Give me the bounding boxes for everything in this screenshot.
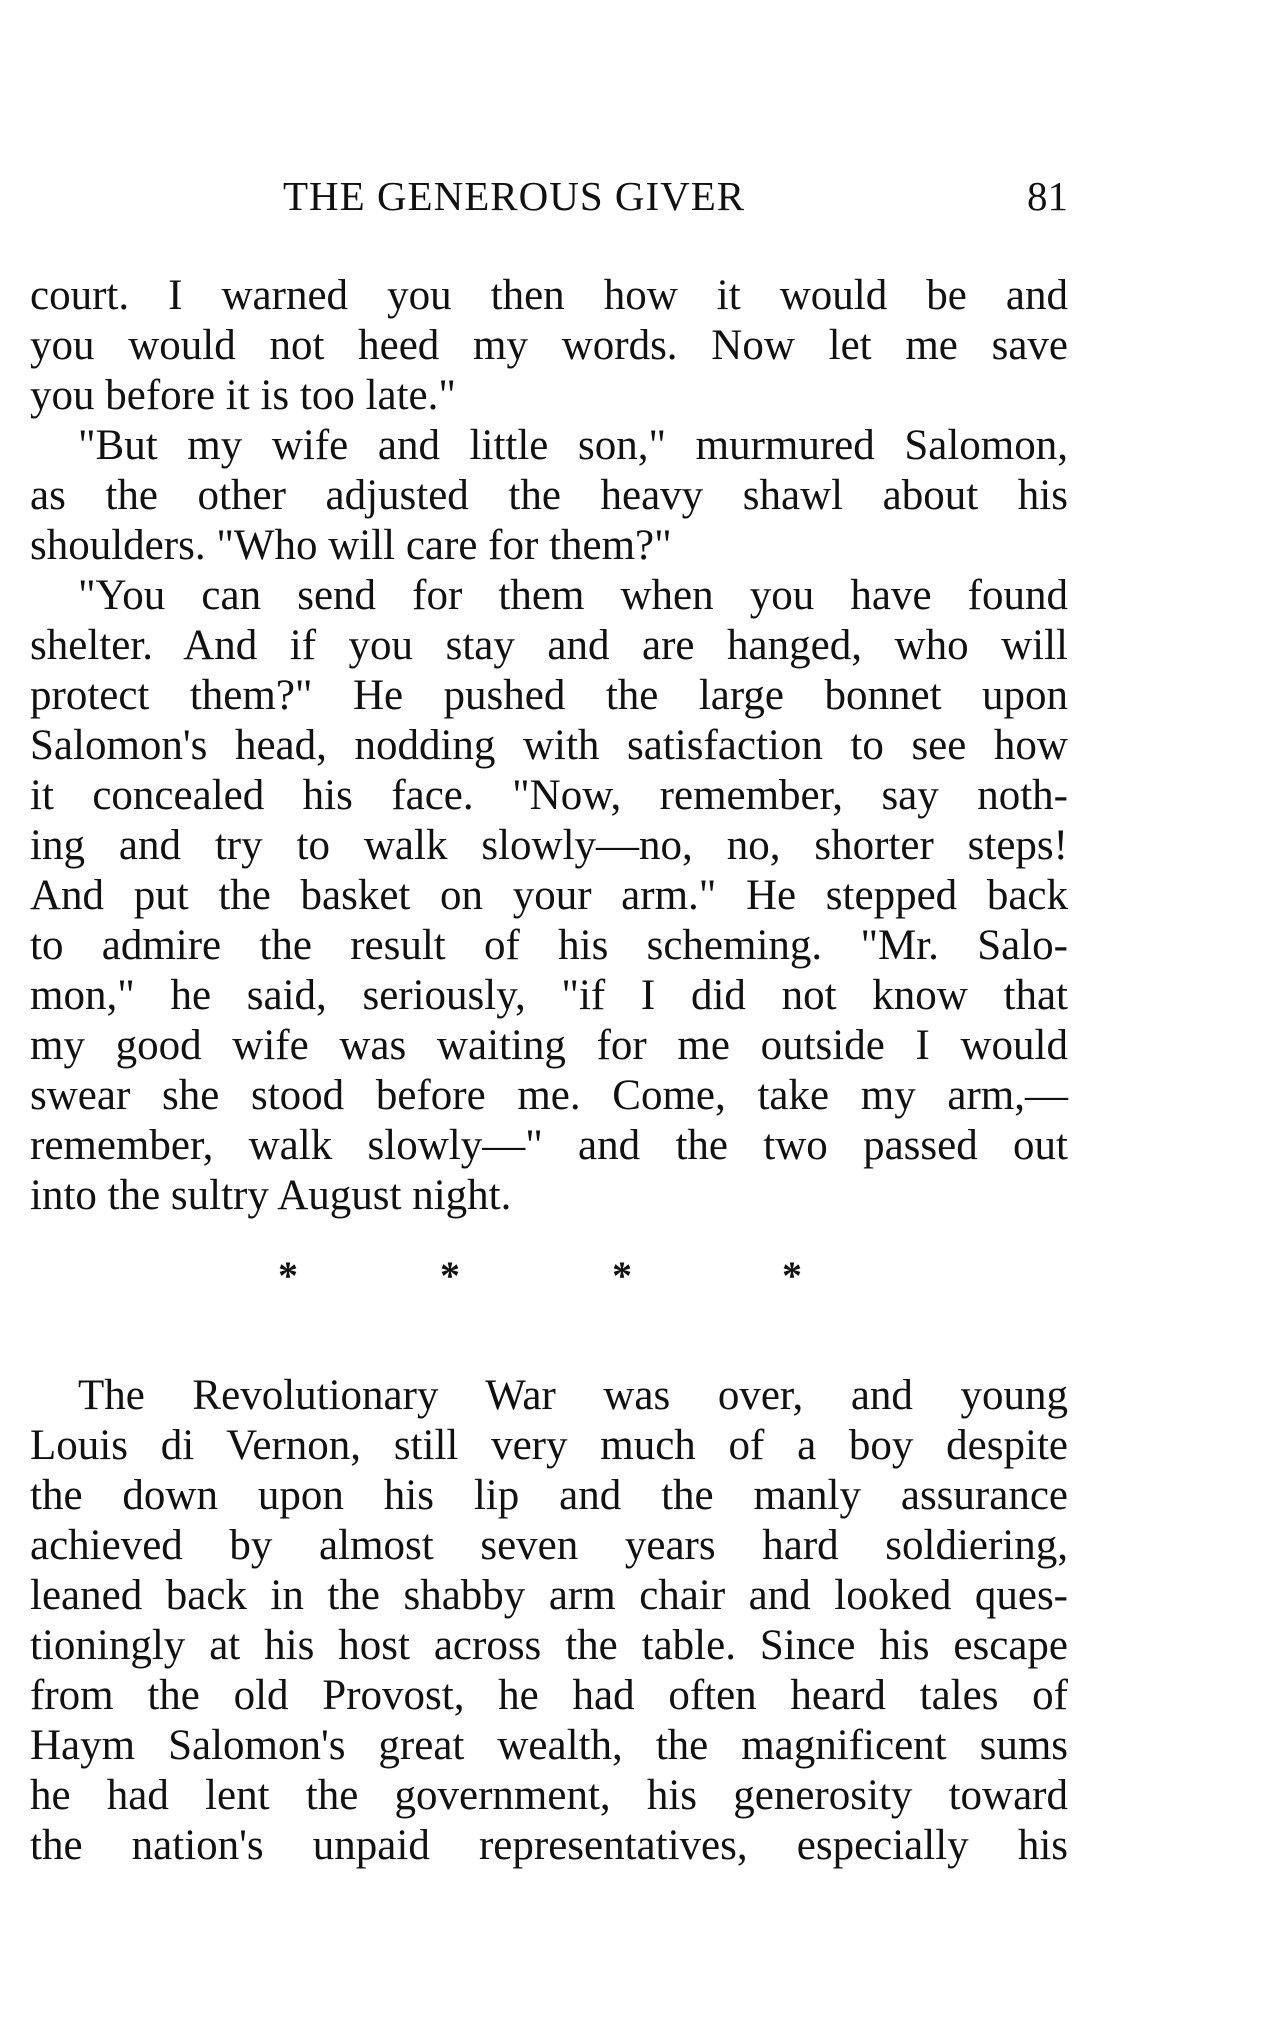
text-line: tioningly at his host across the table. Since his escape bbox=[30, 1622, 1068, 1669]
text-line: "You can send for them when you have found bbox=[78, 572, 1068, 619]
text-line: mon," he said, seriously, "if I did not know that bbox=[30, 972, 1068, 1019]
page-number: 81 bbox=[1027, 173, 1068, 219]
text-line: Haym Salomon's great wealth, the magnificent sums bbox=[30, 1722, 1068, 1769]
text-line: Louis di Vernon, still very much of a boy despite bbox=[30, 1422, 1068, 1469]
text-line: ing and try to walk slowly—no, no, shorter steps! bbox=[30, 822, 1068, 869]
text-line: to admire the result of his scheming. "Mr. Salo- bbox=[30, 922, 1068, 969]
asterisk: * bbox=[782, 1253, 802, 1298]
section-break bbox=[0, 1252, 1269, 1298]
text-line: And put the basket on your arm." He stepped back bbox=[30, 872, 1068, 919]
text-line: you before it is too late." bbox=[30, 372, 456, 419]
text-line: the nation's unpaid representatives, especially his bbox=[30, 1822, 1068, 1869]
text-line: Salomon's head, nodding with satisfaction to see how bbox=[30, 722, 1068, 769]
text-line: court. I warned you then how it would be and bbox=[30, 272, 1068, 319]
text-line: "But my wife and little son," murmured Salomon, bbox=[78, 422, 1068, 469]
asterisk: * bbox=[278, 1253, 298, 1298]
text-line: remember, walk slowly—" and the two passed out bbox=[30, 1122, 1068, 1169]
text-line: he had lent the government, his generosity toward bbox=[30, 1772, 1068, 1819]
text-line: as the other adjusted the heavy shawl about his bbox=[30, 472, 1068, 519]
text-line: you would not heed my words. Now let me save bbox=[30, 322, 1068, 369]
text-line: The Revolutionary War was over, and young bbox=[78, 1372, 1068, 1419]
text-line: the down upon his lip and the manly assurance bbox=[30, 1472, 1068, 1519]
text-line: my good wife was waiting for me outside I would bbox=[30, 1022, 1068, 1069]
text-line: it concealed his face. "Now, remember, say noth- bbox=[30, 772, 1068, 819]
text-line: shelter. And if you stay and are hanged, who will bbox=[30, 622, 1068, 669]
text-line: leaned back in the shabby arm chair and looked ques- bbox=[30, 1572, 1068, 1619]
page-header bbox=[28, 172, 1068, 222]
text-line: achieved by almost seven years hard soldiering, bbox=[30, 1522, 1068, 1569]
text-line: swear she stood before me. Come, take my arm,— bbox=[30, 1072, 1068, 1119]
asterisk: * bbox=[440, 1253, 460, 1298]
running-title: THE GENEROUS GIVER bbox=[283, 173, 746, 219]
text-line: from the old Provost, he had often heard tales of bbox=[30, 1672, 1068, 1719]
text-line: shoulders. "Who will care for them?" bbox=[30, 522, 672, 569]
text-line: into the sultry August night. bbox=[30, 1172, 512, 1219]
asterisk: * bbox=[612, 1253, 632, 1298]
text-line: protect them?" He pushed the large bonnet upon bbox=[30, 672, 1068, 719]
